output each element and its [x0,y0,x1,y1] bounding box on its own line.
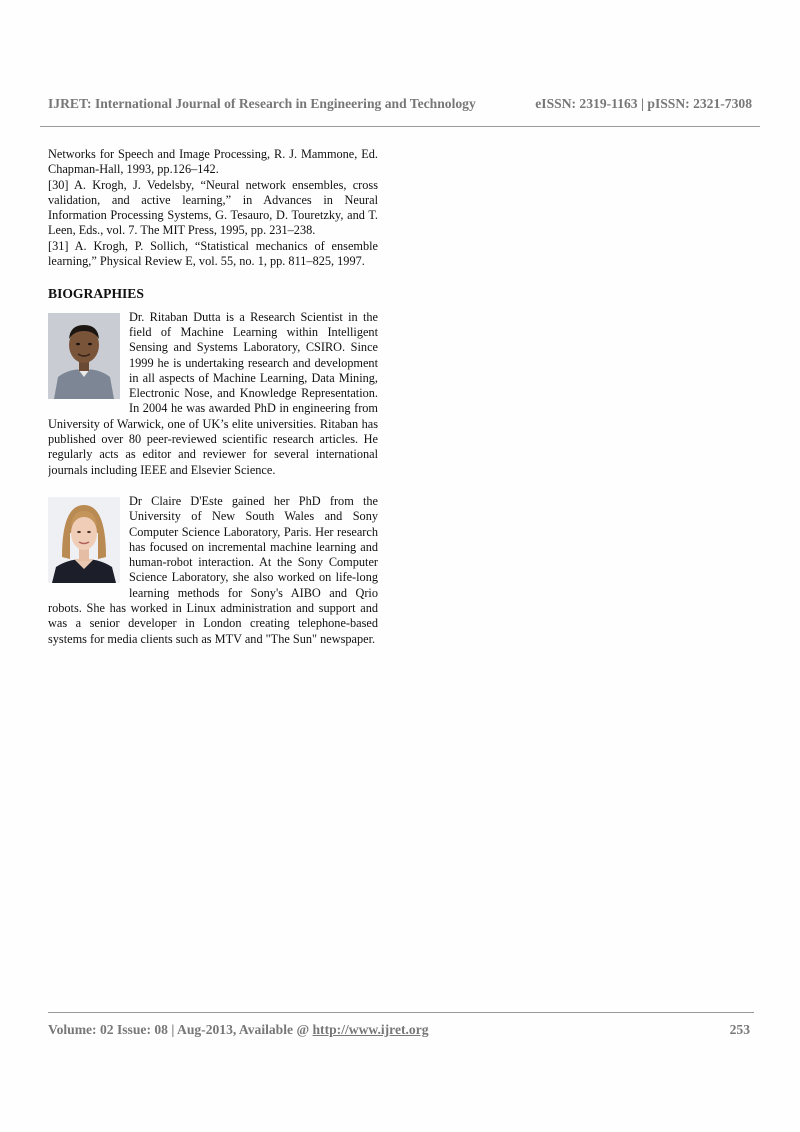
volume-info: Volume: 02 Issue: 08 | Aug-2013, Available @ [48,1022,313,1037]
page-number: 253 [729,1022,750,1037]
author-photo-male [48,313,120,399]
issn-info: eISSN: 2319-1163 | pISSN: 2321-7308 [535,96,752,111]
journal-link[interactable]: http://www.ijret.org [312,1022,429,1037]
biography-text: Dr Claire D'Este gained her PhD from the University of New South Wales and Sony Computer Science Laboratory, Paris. Her research has focused on incremental machine learning and human-robot interaction. At the Sony Computer Science Laboratory, she also worked on life-long learning methods for Sony's AIBO and Qrio robots. She has worked in Linux administration and support and was a senior developer in London creating telephone-based systems for media clients such as MTV and "The Sun" newspaper. [48,493,378,646]
biography-ritaban-dutta [48,310,378,478]
header-divider [40,126,760,127]
reference-31: [31] A. Krogh, P. Sollich, “Statistical mechanics of ensemble learning,” Physical Review E, vol. 55, no. 1, pp. 811–825, 1997. [48,238,378,269]
footer-divider [48,1012,754,1013]
left-column [48,147,378,647]
author-photo-female [48,497,120,583]
reference-30: [30] A. Krogh, J. Vedelsby, “Neural network ensembles, cross validation, and active learning,” in Advances in Neural Information Processing Systems, G. Tesauro, D. Touretzky, and T. Leen, Eds., vol. 7. The MIT Press, 1995, pp. 231–238. [48,177,378,238]
reference-continuation: Networks for Speech and Image Processing, R. J. Mammone, Ed. Chapman-Hall, 1993, pp.126–142. [48,147,378,177]
page-footer [48,1022,752,1038]
journal-title: IJRET: International Journal of Research in Engineering and Technology [48,96,476,111]
biography-claire-deste [48,494,378,647]
biography-text: Dr. Ritaban Dutta is a Research Scientist in the field of Machine Learning within Intelligent Sensing and Systems Laboratory, CSIRO. Since 1999 he is undertaking research and development in all aspects of Machine Learning, Data Mining, Electronic Nose, and Knowledge Representation. In 2004 he was awarded PhD in engineering from University of Warwick, one of UK’s elite universities. Ritaban has published over 80 peer-reviewed scientific research articles. He regularly acts as editor and reviewer for several international journals including IEEE and Elsevier Science. [48,309,378,477]
biographies-heading: BIOGRAPHIES [48,286,144,302]
page-header [48,96,752,112]
